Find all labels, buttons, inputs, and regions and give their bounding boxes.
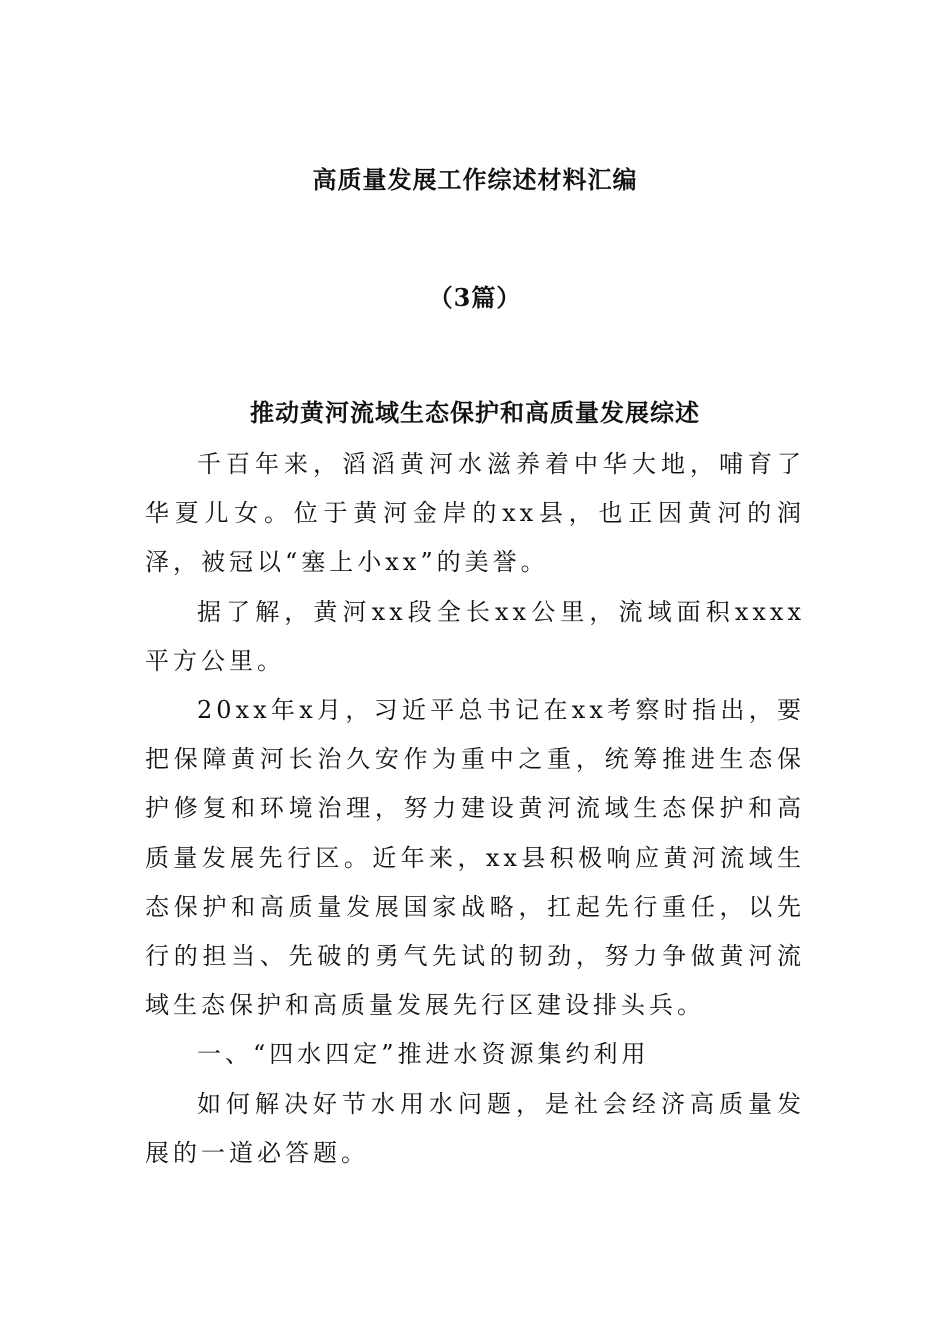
article-body xyxy=(145,440,805,1178)
paragraph: 据了解，黄河xx段全长xx公里，流域面积xxxx平方公里。 xyxy=(145,597,805,675)
paragraph: 20xx年x月，习近平总书记在xx考察时指出，要把保障黄河长治久安作为重中之重，统筹推进生态保护修复和环境治理，努力建设黄河流域生态保护和高质量发展先行区。近年来，xx县积极响应黄河流域生态保护和高质量发展国家战略，扛起先行重任，以先行的担当、先破的勇气先试的韧劲，努力争做黄河流域生态保护和高质量发展先行区建设排头兵。 xyxy=(145,696,805,1020)
section-heading: 一、“四水四定”推进水资源集约利用 xyxy=(197,1040,650,1069)
paragraph: 千百年来，滔滔黄河水滋养着中华大地，哺育了华夏儿女。位于黄河金岸的xx县，也正因黄河的润泽，被冠以“塞上小xx”的美誉。 xyxy=(145,450,805,577)
paragraph: 如何解决好节水用水问题，是社会经济高质量发展的一道必答题。 xyxy=(145,1089,805,1167)
document-title: 高质量发展工作综述材料汇编 xyxy=(312,165,638,194)
article-count: （3篇） xyxy=(428,283,522,312)
article-title: 推动黄河流域生态保护和高质量发展综述 xyxy=(250,398,700,427)
